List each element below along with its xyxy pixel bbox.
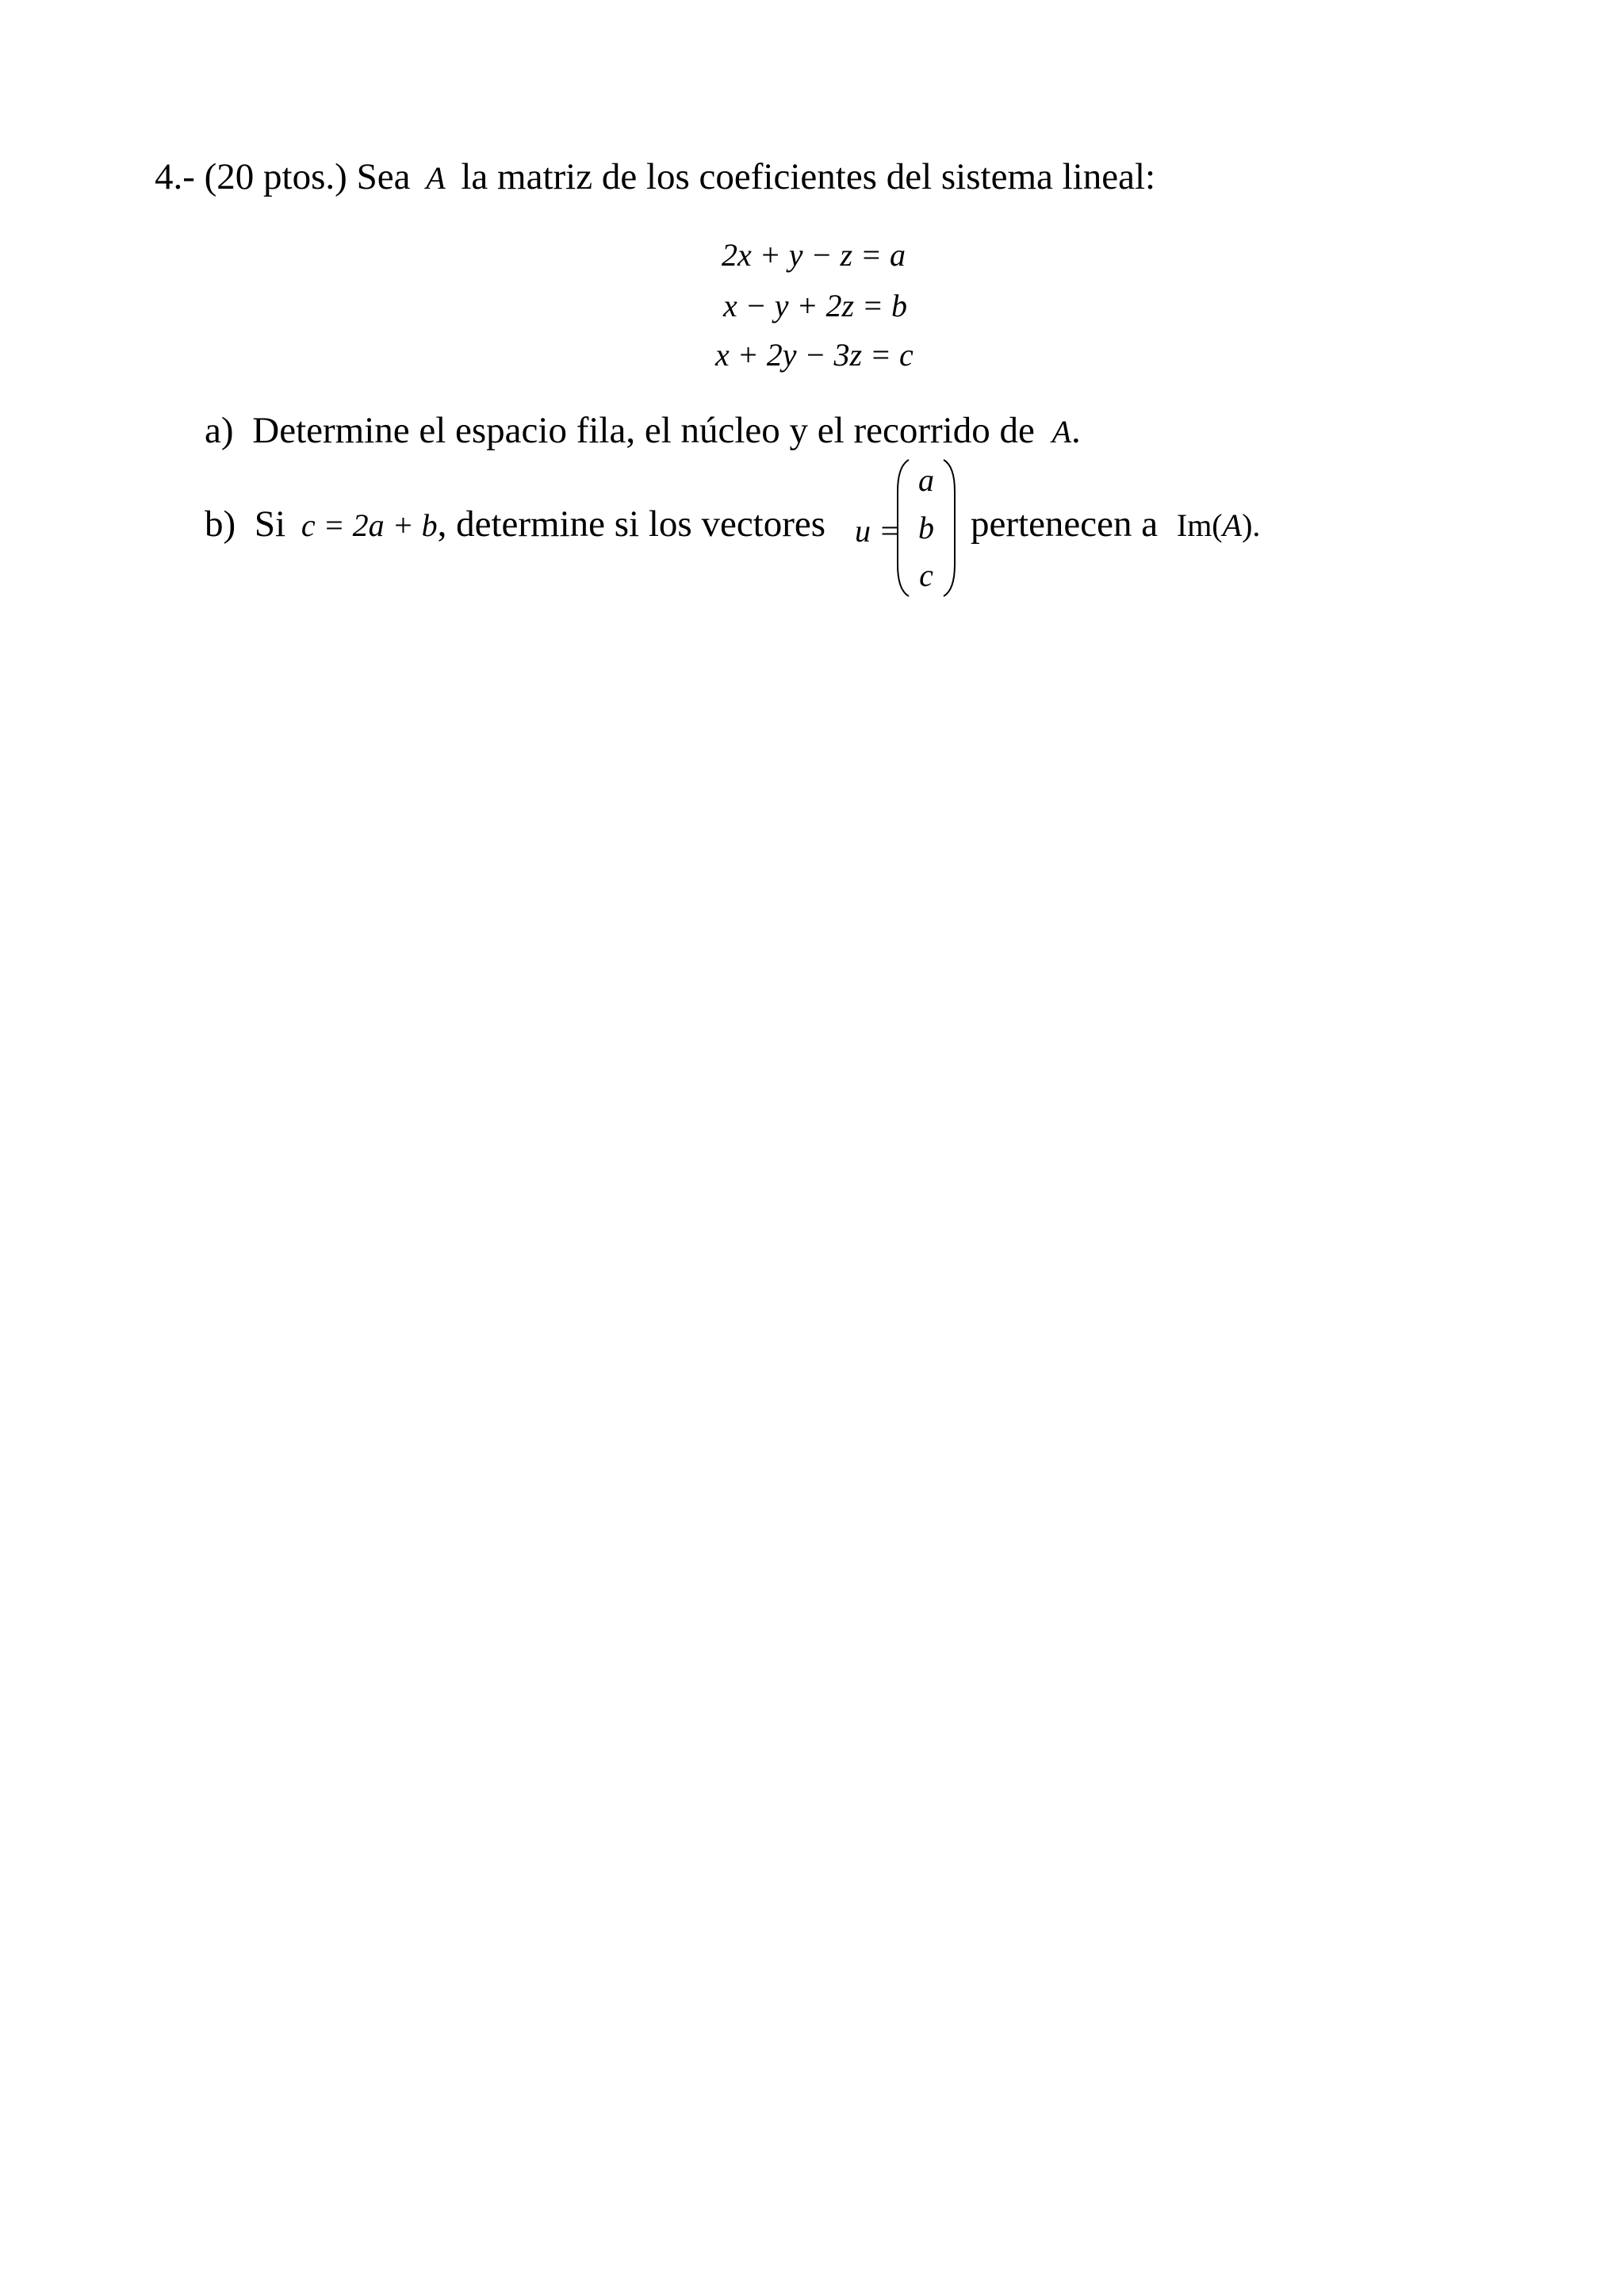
part-a-symbol: A (1051, 414, 1071, 450)
problem-intro-after: la matriz de los coeficientes del sistema lineal: (461, 156, 1156, 197)
vector-name: u = (855, 513, 900, 549)
problem-points: (20 ptos.) (204, 156, 347, 197)
vector-entry-a: a (918, 462, 934, 498)
vector-entry-b: b (918, 510, 934, 545)
part-b-condition: c = 2a + b (301, 507, 438, 543)
problem-intro-before: Sea (356, 156, 411, 197)
vector-entry-c: c (919, 557, 933, 593)
part-b-text-after: pertenecen a (971, 503, 1159, 545)
part-b-si: Si (254, 503, 286, 545)
part-a-label: a) (205, 410, 234, 451)
equation-1: 2x + y − z = a (722, 237, 906, 273)
part-b-label: b) (205, 503, 236, 545)
equation-3: x + 2y − 3z = c (715, 337, 914, 373)
image-expression: Im(A). (1176, 507, 1261, 543)
part-a-end: . (1071, 410, 1081, 451)
part-a (205, 412, 1081, 450)
part-b-right (971, 503, 1261, 545)
problem-number: 4.- (155, 156, 195, 197)
part-a-text: Determine el espacio fila, el núcleo y el recorrido de (252, 410, 1035, 451)
problem-statement (155, 156, 1156, 197)
column-vector (896, 457, 956, 599)
part-b-text: , determine si los vectores (437, 503, 826, 545)
matrix-symbol: A (426, 160, 446, 196)
equation-2: x − y + 2z = b (723, 288, 908, 323)
part-b-left (205, 503, 826, 545)
